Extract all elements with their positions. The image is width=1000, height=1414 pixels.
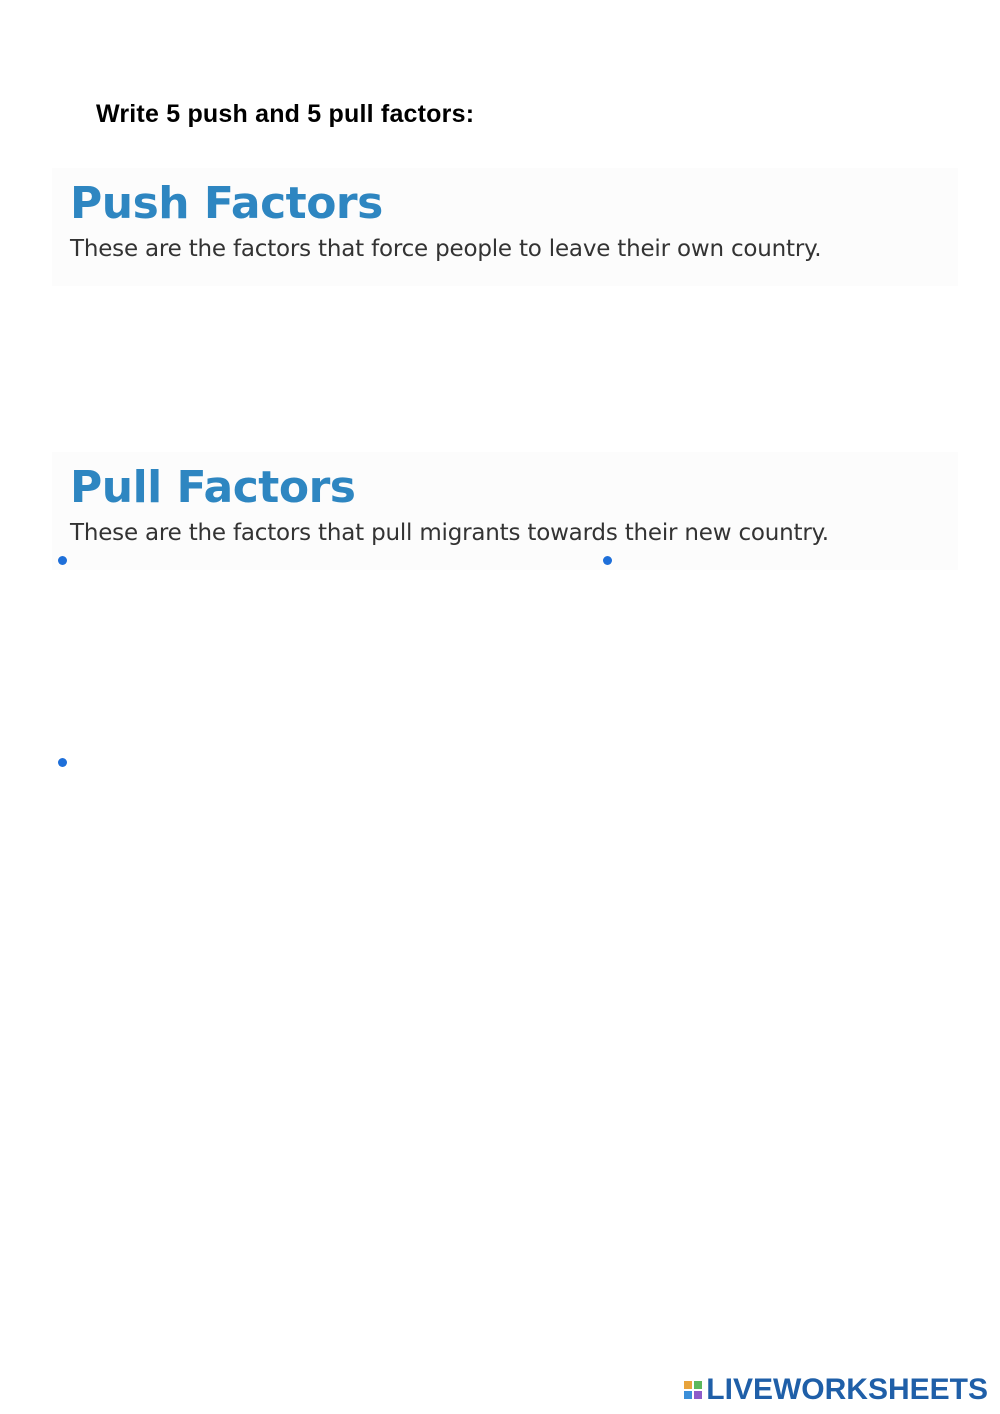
worksheet-instruction: Write 5 push and 5 pull factors: — [96, 100, 475, 128]
push-factors-banner — [52, 168, 958, 286]
push-factors-description: These are the factors that force people to leave their own country. — [70, 236, 822, 262]
pull-factors-title: Pull Factors — [70, 462, 356, 513]
bullet-point-icon — [603, 556, 612, 565]
bullet-point-icon — [58, 758, 67, 767]
brand-name: LIVEWORKSHEETS — [706, 1373, 988, 1406]
bullet-point-icon — [58, 556, 67, 565]
liveworksheets-brand — [684, 1373, 988, 1407]
liveworksheets-logo-icon — [684, 1381, 702, 1399]
push-factors-title: Push Factors — [70, 178, 383, 229]
pull-factors-banner — [52, 452, 958, 570]
pull-factors-description: These are the factors that pull migrants towards their new country. — [70, 520, 829, 546]
